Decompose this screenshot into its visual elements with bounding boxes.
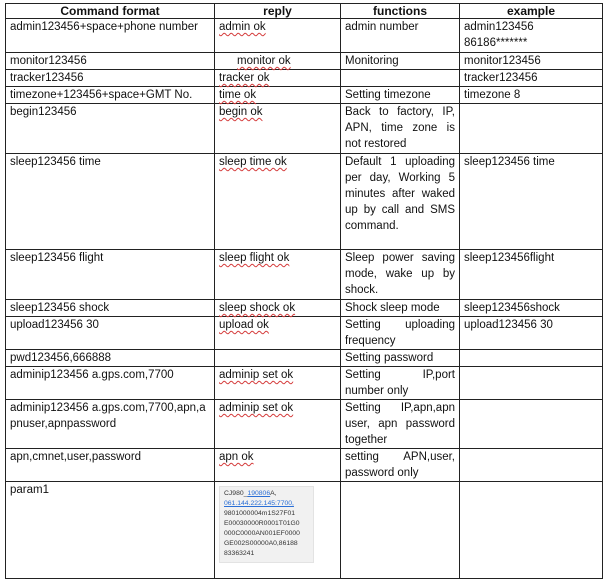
cell-example: sleep123456shock: [460, 300, 603, 317]
cell-functions: Setting password: [341, 350, 460, 367]
cell-reply: [215, 350, 341, 367]
sms-line: GE002S00000A0,86188: [224, 540, 298, 547]
table-row: [6, 154, 603, 250]
command-text: adminip123456 a.gps.com,7700,apn,apnuser,apnpassword: [10, 402, 206, 430]
table-row: [6, 19, 603, 53]
table-row: [6, 400, 603, 449]
reply-text: sleep shock ok: [219, 302, 296, 314]
cell-command: timezone+123456+space+GMT No.: [6, 87, 215, 104]
cell-functions: [341, 70, 460, 87]
table-row: [6, 350, 603, 367]
cell-functions: Monitoring: [341, 53, 460, 70]
cell-reply: [215, 19, 341, 53]
table-row: [6, 104, 603, 154]
cell-example: [460, 449, 603, 482]
cell-command: adminip123456 a.gps.com,7700: [6, 367, 215, 400]
sms-line: CJ980_: [224, 490, 248, 497]
cell-example: admin123456 86186*******: [460, 19, 603, 53]
cell-example: upload123456 30: [460, 317, 603, 350]
cell-example: [460, 400, 603, 449]
table-row: [6, 250, 603, 300]
header-functions: functions: [341, 4, 460, 19]
cell-example: [460, 350, 603, 367]
sms-line: 9801000004m1S27F01: [224, 510, 296, 517]
cell-example: [460, 104, 603, 154]
cell-functions: Default 1 uploading per day, Working 5 minutes after waked up by call and SMS command.: [341, 154, 460, 250]
cell-command: admin123456+space+phone number: [6, 19, 215, 53]
cell-reply: [215, 300, 341, 317]
sms-link: 190806: [247, 490, 271, 497]
cell-command: apn,cmnet,user,password: [6, 449, 215, 482]
reply-text: time ok: [219, 89, 257, 101]
cell-reply: [215, 400, 341, 449]
cell-reply: [215, 70, 341, 87]
table-row: [6, 70, 603, 87]
cell-reply: [215, 250, 341, 300]
cell-example: [460, 367, 603, 400]
header-reply: reply: [215, 4, 341, 19]
sms-reply-screenshot: [219, 486, 314, 563]
sms-line: E00030000R0001T01G0: [224, 520, 300, 527]
cell-functions: Shock sleep mode: [341, 300, 460, 317]
reply-text: apn ok: [219, 451, 254, 463]
cell-functions: setting APN,user, password only: [341, 449, 460, 482]
header-command-format: Command format: [6, 4, 215, 19]
sms-line: A,: [270, 490, 277, 497]
cell-command: sleep123456 flight: [6, 250, 215, 300]
cell-reply: [215, 317, 341, 350]
reply-text: admin ok: [219, 21, 266, 33]
cell-command: sleep123456 shock: [6, 300, 215, 317]
cell-command: tracker123456: [6, 70, 215, 87]
table-row: [6, 87, 603, 104]
cell-example: sleep123456 time: [460, 154, 603, 250]
reply-text: adminip set ok: [219, 369, 294, 381]
table-row: [6, 317, 603, 350]
table-header-row: [6, 4, 603, 19]
cell-command: sleep123456 time: [6, 154, 215, 250]
cell-command: [6, 400, 215, 449]
cell-command: upload123456 30: [6, 317, 215, 350]
cell-functions: Sleep power saving mode, wake up by shock.: [341, 250, 460, 300]
reply-text: begin ok: [219, 106, 263, 118]
reply-text: tracker ok: [219, 72, 270, 84]
cell-example: tracker123456: [460, 70, 603, 87]
table-row: [6, 482, 603, 579]
cell-example: [460, 482, 603, 579]
cell-command: pwd123456,666888: [6, 350, 215, 367]
sms-line: 83363241: [224, 550, 255, 557]
table-row: [6, 449, 603, 482]
command-table: [5, 3, 603, 579]
reply-text: monitor ok: [237, 55, 291, 67]
table-row: [6, 300, 603, 317]
cell-functions: Setting uploading frequency: [341, 317, 460, 350]
cell-functions: Setting IP,port number only: [341, 367, 460, 400]
cell-reply: [215, 154, 341, 250]
cell-functions: Setting IP,apn,apn user, apn password together: [341, 400, 460, 449]
reply-text: upload ok: [219, 319, 269, 331]
reply-text: sleep time ok: [219, 156, 287, 168]
cell-reply: [215, 87, 341, 104]
cell-command: param1: [6, 482, 215, 579]
table-row: [6, 53, 603, 70]
cell-command: monitor123456: [6, 53, 215, 70]
reply-text: sleep flight ok: [219, 252, 290, 264]
sms-ip-link: 061.144.222.145:7700,: [224, 500, 294, 507]
cell-command: begin123456: [6, 104, 215, 154]
cell-functions: admin number: [341, 19, 460, 53]
table-row: [6, 367, 603, 400]
cell-reply: [215, 104, 341, 154]
cell-example: sleep123456flight: [460, 250, 603, 300]
header-example: example: [460, 4, 603, 19]
cell-reply: [215, 367, 341, 400]
command-table-sheet: [5, 3, 603, 579]
sms-line: 000C0000AN001EF0000: [224, 530, 300, 537]
cell-reply: [215, 53, 341, 70]
cell-functions: [341, 482, 460, 579]
cell-example: monitor123456: [460, 53, 603, 70]
cell-example: timezone 8: [460, 87, 603, 104]
reply-text: adminip set ok: [219, 402, 294, 414]
cell-reply: [215, 482, 341, 579]
cell-reply: [215, 449, 341, 482]
cell-functions: Back to factory, IP, APN, time zone is not restored: [341, 104, 460, 154]
cell-functions: Setting timezone: [341, 87, 460, 104]
